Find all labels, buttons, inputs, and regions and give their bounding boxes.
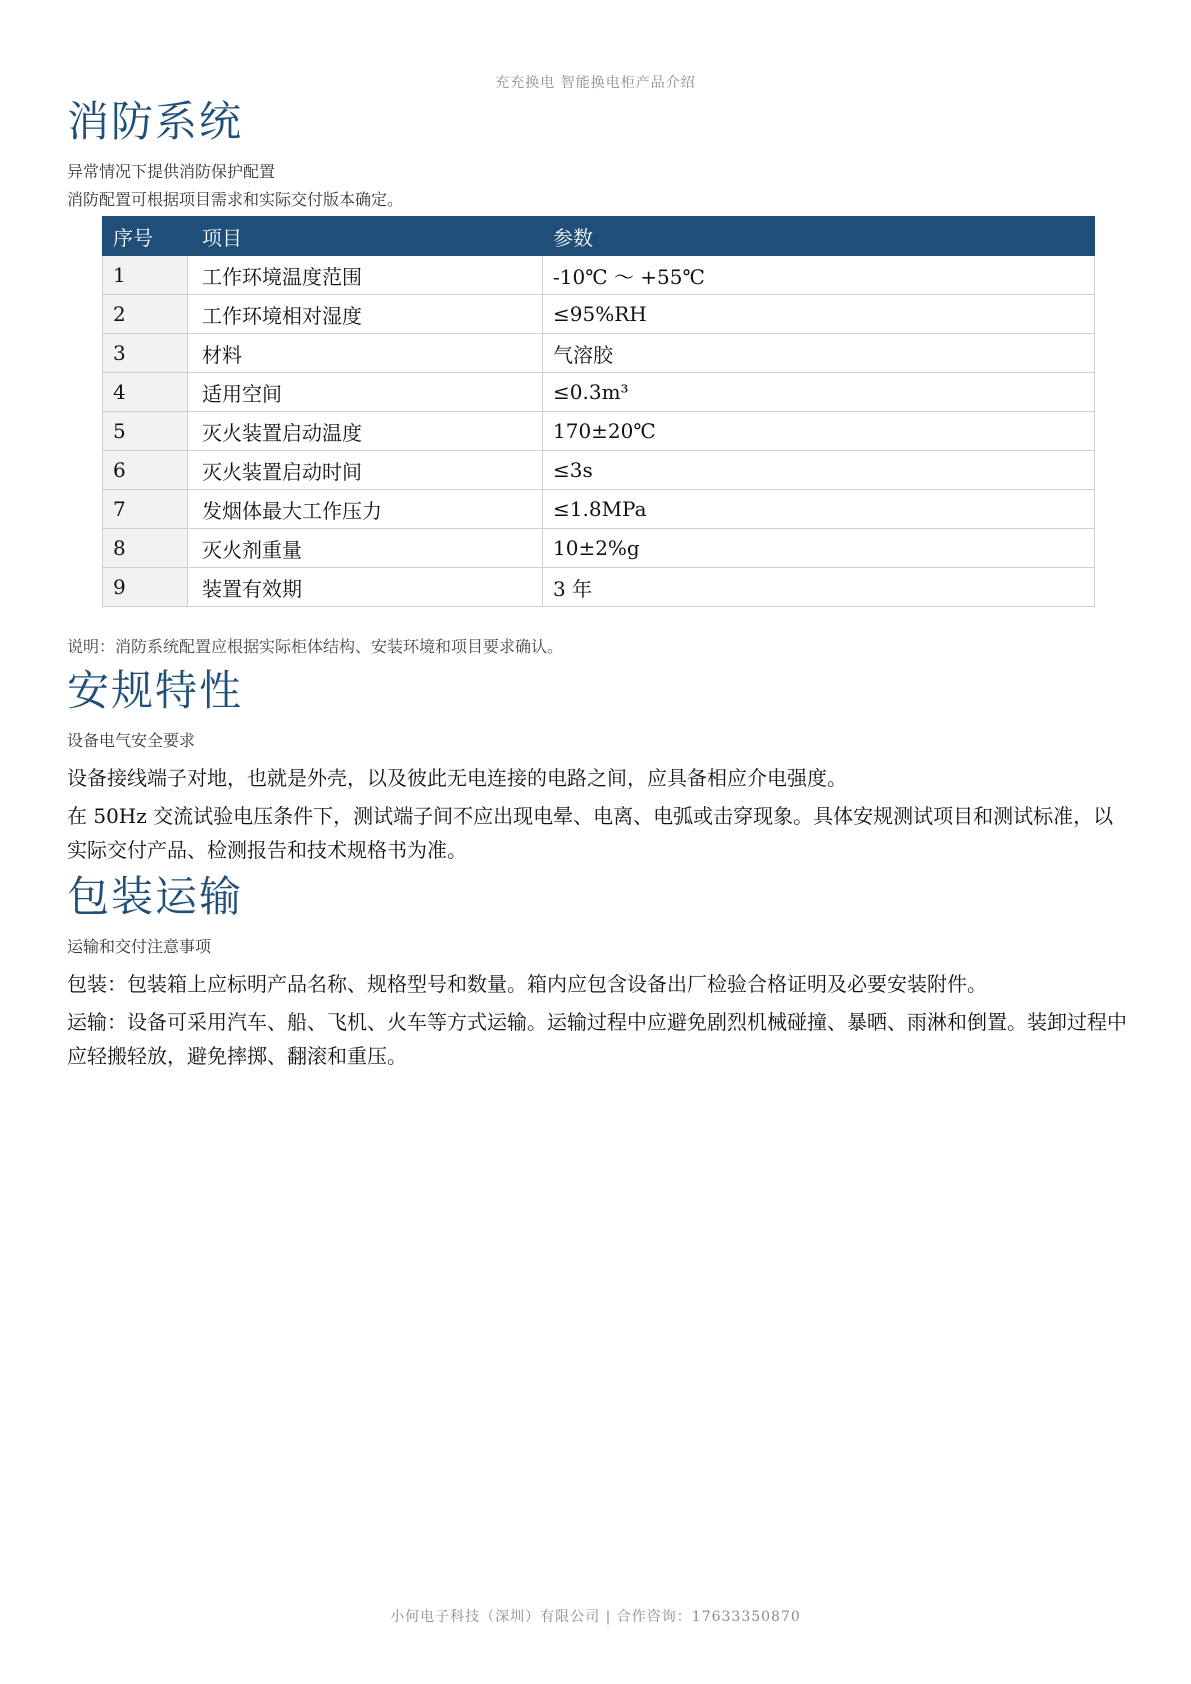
- table-row: [103, 256, 1095, 295]
- row-item: 装置有效期: [188, 568, 543, 607]
- safety-section: [67, 665, 1127, 867]
- row-item: 灭火装置启动温度: [188, 412, 543, 451]
- safety-paragraph-1: 设备接线端子对地，也就是外壳，以及彼此无电连接的电路之间，应具备相应介电强度。: [67, 766, 847, 790]
- row-param: 10±2%g: [543, 529, 1095, 568]
- row-index: 6: [103, 451, 188, 490]
- row-index: 2: [103, 295, 188, 334]
- transport-section: [67, 871, 1127, 1073]
- table-row: [103, 529, 1095, 568]
- row-param: ≤0.3m³: [543, 373, 1095, 412]
- table-row: [103, 412, 1095, 451]
- row-item: 材料: [188, 334, 543, 373]
- table-row: [103, 490, 1095, 529]
- row-index: 9: [103, 568, 188, 607]
- row-item: 适用空间: [188, 373, 543, 412]
- safety-subtitle: 设备电气安全要求: [67, 731, 196, 750]
- row-index: 5: [103, 412, 188, 451]
- row-item: 发烟体最大工作压力: [188, 490, 543, 529]
- fire-remark: 说明：消防系统配置应根据实际柜体结构、安装环境和项目要求确认。: [67, 637, 564, 656]
- fire-spec-table: [102, 216, 1095, 607]
- col-header-param: 参数: [543, 217, 1095, 256]
- row-param: ≤95%RH: [543, 295, 1095, 334]
- table-row: [103, 373, 1095, 412]
- row-param: ≤1.8MPa: [543, 490, 1095, 529]
- row-param: 3 年: [543, 568, 1095, 607]
- row-index: 3: [103, 334, 188, 373]
- table-row: [103, 568, 1095, 607]
- table-row: [103, 451, 1095, 490]
- col-header-item: 项目: [188, 217, 543, 256]
- row-index: 1: [103, 256, 188, 295]
- safety-title: 安规特性: [67, 666, 244, 715]
- row-param: ≤3s: [543, 451, 1095, 490]
- transport-subtitle: 运输和交付注意事项: [67, 937, 212, 956]
- table-row: [103, 334, 1095, 373]
- transport-paragraph-2: 运输：设备可采用汽车、船、飞机、火车等方式运输。运输过程中应避免剧烈机械碰撞、暴晒、雨淋和倒置。装卸过程中应轻搬轻放，避免摔掷、翻滚和重压。: [67, 1010, 1127, 1068]
- running-header: 充充换电 智能换电柜产品介绍: [495, 75, 696, 91]
- fire-config-note: 消防配置可根据项目需求和实际交付版本确定。: [67, 190, 404, 209]
- row-item: 工作环境相对湿度: [188, 295, 543, 334]
- row-param: 气溶胶: [543, 334, 1095, 373]
- row-param: 170±20℃: [543, 412, 1095, 451]
- row-param: -10℃ ～ +55℃: [543, 256, 1095, 295]
- row-index: 4: [103, 373, 188, 412]
- table-header-row: [103, 217, 1095, 256]
- transport-paragraph-1: 包装：包装箱上应标明产品名称、规格型号和数量。箱内应包含设备出厂检验合格证明及必要安装附件。: [67, 972, 987, 996]
- row-index: 7: [103, 490, 188, 529]
- row-item: 工作环境温度范围: [188, 256, 543, 295]
- row-item: 灭火剂重量: [188, 529, 543, 568]
- row-item: 灭火装置启动时间: [188, 451, 543, 490]
- row-index: 8: [103, 529, 188, 568]
- safety-paragraph-2: 在 50Hz 交流试验电压条件下，测试端子间不应出现电晕、电离、电弧或击穿现象。具体安规测试项目和测试标准，以实际交付产品、检测报告和技术规格书为准。: [67, 804, 1114, 862]
- transport-title: 包装运输: [67, 872, 244, 921]
- col-header-index: 序号: [103, 217, 188, 256]
- fire-title: 消防系统: [67, 97, 244, 146]
- page-content: [67, 96, 1127, 1077]
- fire-subtitle: 异常情况下提供消防保护配置: [67, 162, 276, 181]
- table-row: [103, 295, 1095, 334]
- fire-section: [67, 96, 1127, 659]
- page-footer: 小何电子科技（深圳）有限公司 | 合作咨询：17633350870: [390, 1609, 801, 1625]
